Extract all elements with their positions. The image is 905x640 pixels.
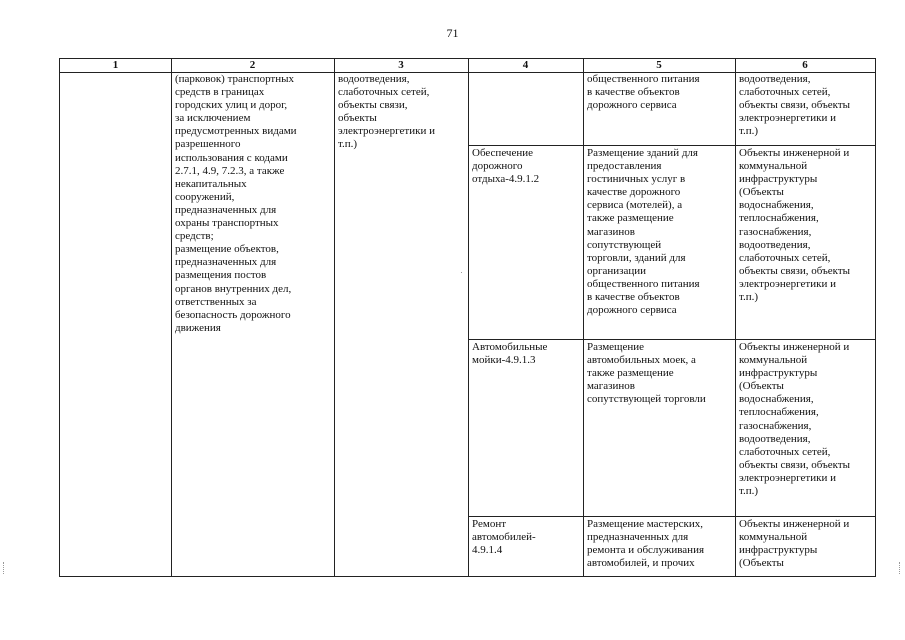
page-number: 71	[446, 26, 459, 40]
row-separator-1	[468, 145, 875, 146]
row2-objects: Объекты инженерной и коммунальной инфраструктуры (Объекты водоснабжения, теплоснабжения, газоснабжения, водоотведения, слаботочных сетей, объекты связи, объекты электроэнергетики и т.п.)	[739, 147, 851, 304]
left-margin-mark	[3, 562, 6, 574]
row4-name: Ремонт автомобилей- 4.9.1.4	[472, 518, 536, 557]
scan-speck	[461, 272, 462, 273]
header-col-2: 2	[249, 59, 256, 71]
row1-objects: водоотведения, слаботочных сетей, объекты связи, объекты электроэнергетики и т.п.)	[739, 73, 851, 138]
row4-description: Размещение мастерских, предназначенных для ремонта и обслуживания автомобилей, и прочих	[587, 518, 705, 570]
right-margin-mark	[899, 562, 902, 574]
col-divider-4	[583, 59, 584, 576]
row3-description: Размещение автомобильных моек, а также размещение магазинов сопутствующей торговли	[587, 341, 706, 406]
header-col-6: 6	[802, 59, 808, 71]
row3-name: Автомобильные мойки-4.9.1.3	[472, 341, 548, 367]
row1-description: общественного питания в качестве объектов дорожного сервиса	[587, 73, 700, 112]
col-divider-5	[735, 59, 736, 576]
row2-description: Размещение зданий для предоставления гостиничных услуг в качестве дорожного сервиса (мотелей), а также размещение магазинов сопутствующей торговли, зданий для организации общественного питания в качестве объектов дорожного сервиса	[587, 147, 700, 317]
row2-name: Обеспечение дорожного отдыха-4.9.1.2	[472, 147, 540, 186]
row4-objects: Объекты инженерной и коммунальной инфраструктуры (Объекты	[739, 518, 850, 570]
col-divider-2	[334, 59, 335, 576]
row-separator-2	[468, 339, 875, 340]
header-col-3: 3	[398, 59, 404, 71]
cell-objects-main: водоотведения, слаботочных сетей, объекты связи, объекты электроэнергетики и т.п.)	[338, 73, 435, 151]
col-divider-3	[468, 59, 469, 576]
row-separator-3	[468, 516, 875, 517]
header-col-1: 1	[112, 59, 119, 71]
cell-description-main: (парковок) транспортных средств в границах городских улиц и дорог, за исключением предусмотренных видами разрешенного использования с кодами 2.7.1, 4.9, 7.2.3, а также некапитальных сооружений, предназначенных для охраны транспортных средств; размещение объектов, предназначенных для размещения постов органов внутренних дел, ответственных за безопасность дорожного движения	[175, 73, 297, 334]
zoning-table	[59, 58, 876, 577]
header-col-4: 4	[522, 59, 529, 71]
col-divider-1	[171, 59, 172, 576]
header-col-5: 5	[656, 59, 662, 71]
row3-objects: Объекты инженерной и коммунальной инфраструктуры (Объекты водоснабжения, теплоснабжения, газоснабжения, водоотведения, слаботочных сетей, объекты связи, объекты электроэнергетики и т.п.)	[739, 341, 851, 498]
